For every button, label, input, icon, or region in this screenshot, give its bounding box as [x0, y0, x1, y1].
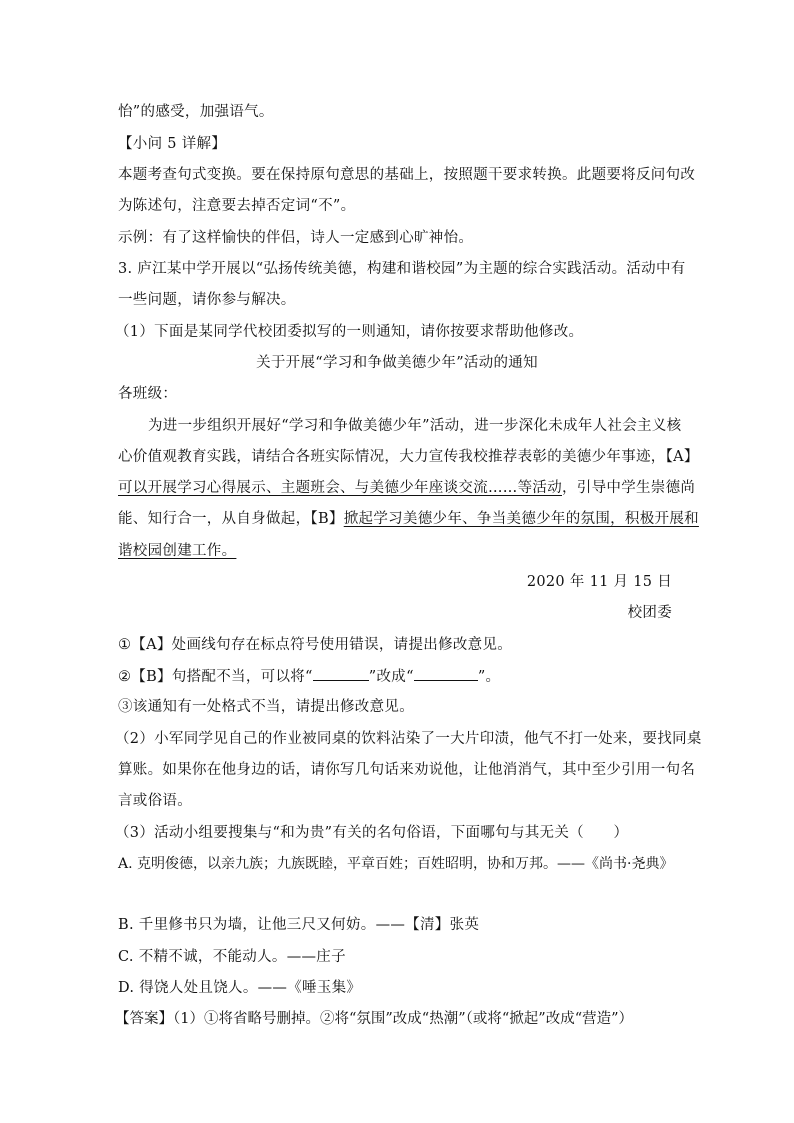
option-b: B. 千里修书只为墙，让他三尺又何妨。——【清】张英 — [118, 917, 480, 933]
notice-body-line — [118, 478, 695, 498]
text-line: 怡”的感受，加强语气。 — [118, 104, 274, 120]
answer-blank — [414, 666, 478, 681]
answer-blank — [313, 666, 369, 681]
option-c: C. 不精不诚，不能动人。——庄子 — [118, 949, 346, 965]
answer-line: 【答案】（1）①将省略号删掉。②将“氛围”改成“热潮”（或将“掀起”改成“营造”） — [115, 1011, 634, 1027]
text-line: 算账。如果你在他身边的话，请你写几句话来劝说他，让他消消气，其中至少引用一句名 — [118, 762, 696, 778]
notice-signature: 校团委 — [627, 605, 672, 621]
notice-body-line: 心价值观教育实践，请结合各班实际情况，大力宣传我校推荐表彰的美德少年事迹，【A】 — [118, 449, 699, 465]
example-line: 示例：有了这样愉快的伴侣，诗人一定感到心旷神怡。 — [118, 230, 474, 246]
text-line: 一些问题，请你参与解决。 — [118, 292, 296, 308]
item-1: ①【A】处画线句存在标点符号使用错误，请提出修改意见。 — [118, 637, 513, 653]
notice-title: 关于开展“学习和争做美德少年”活动的通知 — [256, 355, 538, 371]
underlined-sentence-a: 可以开展学习心得展示、主题班会、与美德少年座谈交流……等活动 — [118, 480, 562, 496]
question-3-stem: 3. 庐江某中学开展以“弘扬传统美德，构建和谐校园”为主题的综合实践活动。活动中有 — [118, 261, 686, 277]
notice-body-line — [118, 541, 236, 561]
text-run: ”。 — [477, 669, 501, 685]
notice-body-line: 为进一步组织开展好“学习和争做美德少年”活动，进一步深化未成年人社会主义核 — [148, 418, 682, 434]
item-2 — [118, 666, 500, 687]
underlined-sentence-b-end: 谐校园创建工作。 — [118, 543, 237, 559]
text-run: ”改成“ — [368, 669, 414, 685]
subquestion-1-prompt: （1）下面是某同学代校团委拟写的一则通知，请你按要求帮助他修改。 — [115, 324, 584, 340]
option-a: A. 克明俊德，以亲九族；九族既睦，平章百姓；百姓昭明，协和万邦。——《尚书·尧典》 — [118, 856, 674, 872]
subquestion-2-prompt: （2）小军同学见自己的作业被同桌的饮料沾染了一大片印渍，他气不打一处来，要找同桌 — [115, 731, 702, 747]
item-3: ③该通知有一处格式不当，请提出修改意见。 — [118, 699, 414, 715]
subquestion-3-prompt: （3）活动小组要搜集与“和为贵”有关的名句俗语，下面哪句与其无关（ ） — [115, 825, 629, 841]
notice-salutation: 各班级： — [118, 386, 178, 402]
text-run: 能、知行合一，从自身做起，【B】 — [118, 511, 344, 527]
text-line: 言或俗语。 — [118, 793, 192, 809]
notice-date: 2020 年 11 月 15 日 — [526, 574, 672, 590]
underlined-sentence-b: 掀起学习美德少年、争当美德少年的氛围，积极开展和 — [343, 511, 699, 527]
text-line: 为陈述句，注意要去掉否定词“不”。 — [118, 198, 356, 214]
text-run: ，引导中学生崇德尚 — [562, 480, 696, 496]
notice-body-line — [118, 509, 699, 529]
text-line: 本题考查句式变换。要在保持原句意思的基础上，按照题干要求转换。此题要将反问句改 — [118, 167, 696, 183]
option-d: D. 得饶人处且饶人。——《唾玉集》 — [118, 980, 362, 996]
text-run: ②【B】句搭配不当，可以将“ — [118, 669, 313, 685]
subquestion-5-heading: 【小问 5 详解】 — [118, 136, 227, 152]
